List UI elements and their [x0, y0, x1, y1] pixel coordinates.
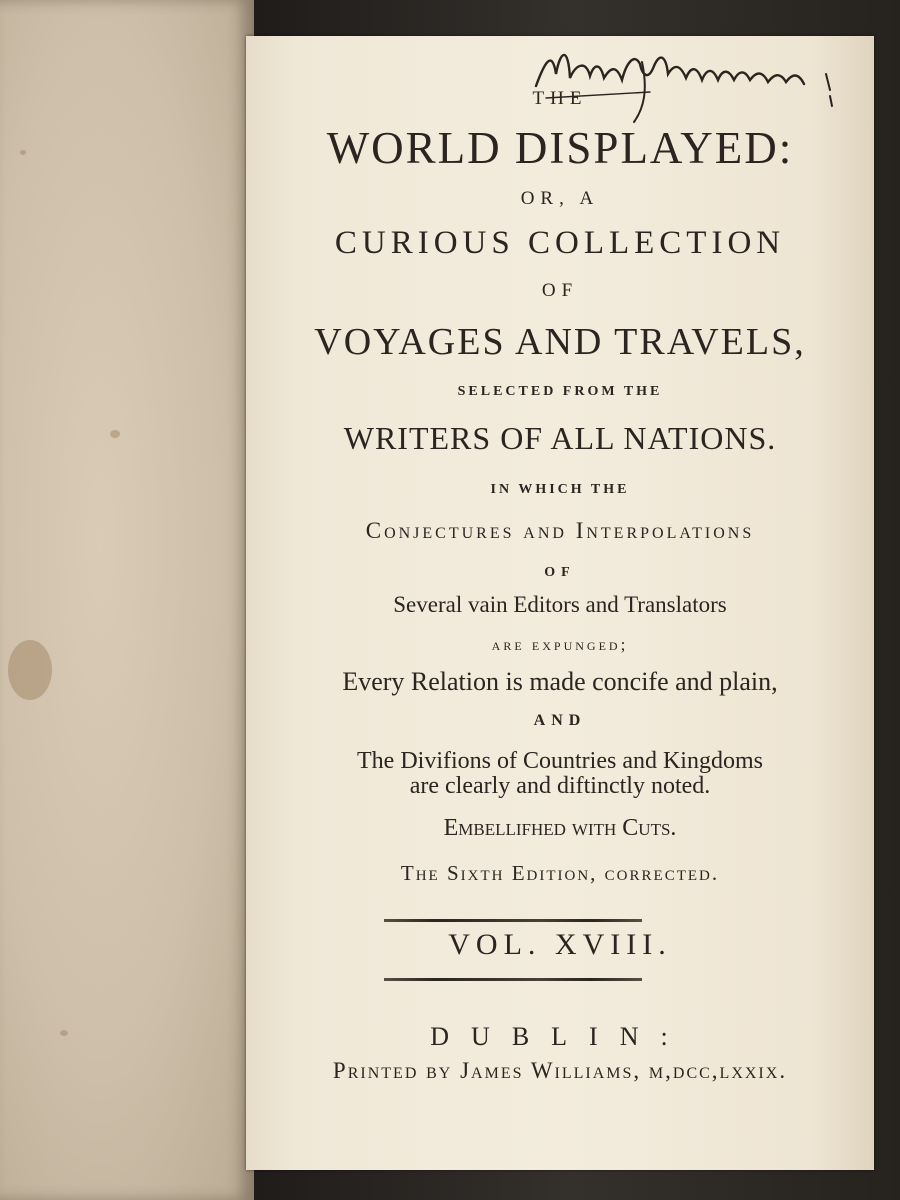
are-expunged-line: are expunged;: [491, 635, 629, 654]
every-relation-line: Every Relation is made concife and plain,: [342, 667, 778, 696]
volume-rule-top: [384, 919, 642, 922]
in-which-line: IN WHICH THE: [490, 482, 630, 497]
imprint-printer: Printed by James Williams, m,dcc,lxxix.: [332, 1058, 788, 1083]
volume-rule-bottom: [384, 978, 642, 981]
writers-of-all-nations-line: WRITERS OF ALL NATIONS.: [343, 420, 777, 456]
the-line: THE: [532, 88, 588, 109]
of-line-1: OF: [541, 280, 579, 301]
divisions-line-2: are clearly and diftinctly noted.: [409, 773, 711, 799]
curious-collection-line: CURIOUS COLLECTION: [334, 225, 786, 261]
of-line-2: OF: [544, 565, 576, 580]
left-blank-page: [0, 0, 254, 1200]
divisions-line-1: The Divifions of Countries and Kingdoms: [357, 748, 763, 774]
handwritten-signature: [530, 34, 840, 124]
several-vain-line: Several vain Editors and Translators: [393, 592, 727, 617]
imprint-city: DUBLIN:: [430, 1022, 690, 1051]
edition-line: The Sixth Edition, corrected.: [400, 861, 720, 885]
embellished-line: Embellifhed with Cuts.: [443, 815, 677, 841]
voyages-and-travels-line: VOYAGES AND TRAVELS,: [314, 321, 806, 363]
volume-number: VOL. XVIII.: [448, 928, 672, 961]
selected-from-line: SELECTED FROM THE: [457, 384, 663, 399]
and-line: AND: [533, 712, 587, 729]
main-title: WORLD DISPLAYED:: [326, 123, 794, 173]
or-a-line: OR, A: [520, 188, 600, 209]
conjectures-line: Conjectures and Interpolations: [365, 518, 755, 543]
